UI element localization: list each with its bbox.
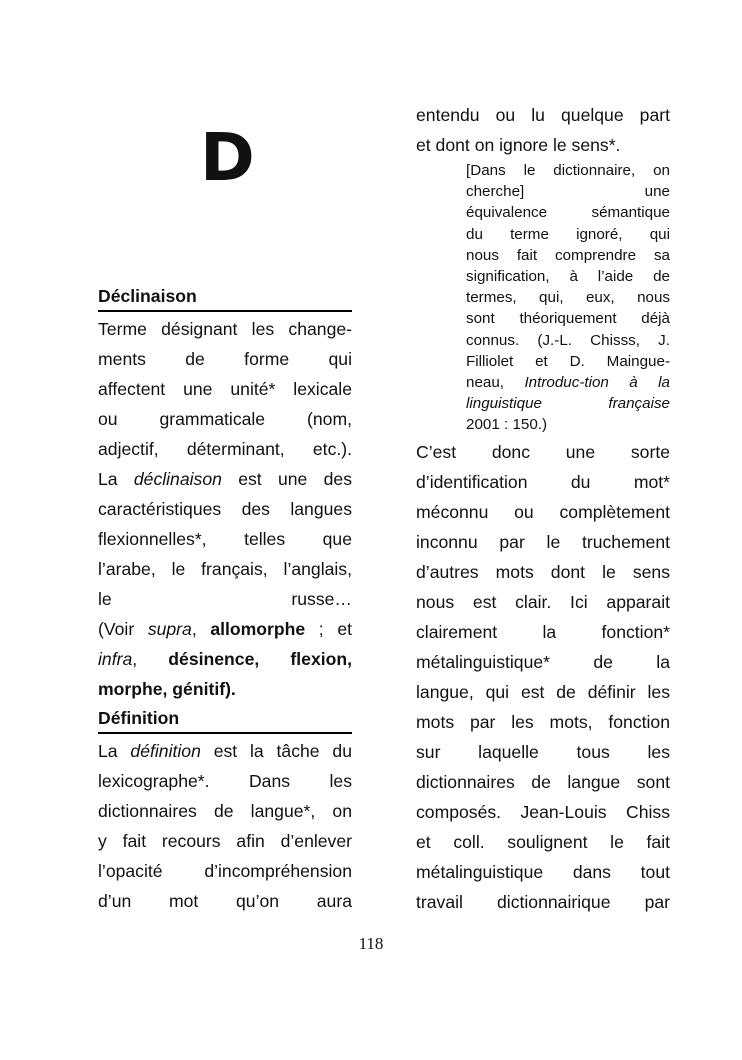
- text-segment: termes, qui, eux, nous: [466, 289, 670, 307]
- headword-definition: Définition: [98, 704, 352, 734]
- text-segment: (Voir: [98, 619, 148, 639]
- paragraph: [416, 437, 670, 917]
- text-line: [98, 314, 352, 344]
- text-line: [98, 344, 352, 374]
- text-segment: ; et: [305, 619, 352, 639]
- text-segment: mots par les mots, fonction: [416, 712, 670, 733]
- text-segment: entendu ou lu quelque part: [416, 105, 670, 125]
- text-line: [416, 767, 670, 797]
- text-segment: langue, qui est de définir les: [416, 682, 670, 703]
- text-line: [416, 677, 670, 707]
- text-segment: dictionnaires de langue sont: [416, 772, 670, 793]
- entry-body: [98, 736, 352, 916]
- text-line: [98, 554, 352, 584]
- text-line: [416, 797, 670, 827]
- text-segment: est une des: [221, 469, 352, 489]
- text-line: [98, 374, 352, 404]
- text-line: [98, 464, 352, 494]
- quote-line: [466, 393, 670, 414]
- text-segment: Filliolet et D. Maingue-: [466, 352, 670, 370]
- text-line: [98, 524, 352, 554]
- text-segment: connus. (J.-L. Chisss, J.: [466, 331, 670, 349]
- text-segment: caractéristiques des langues: [98, 499, 352, 519]
- text-segment: le russe…: [98, 589, 352, 609]
- quote-line: [466, 224, 670, 245]
- text-segment: l’arabe, le français, l’anglais,: [98, 559, 352, 579]
- quote-line: [466, 160, 670, 181]
- text-segment: métalinguistique* de la: [416, 652, 670, 673]
- italic-text: supra: [147, 619, 192, 639]
- bold-text: morphe, génitif).: [98, 679, 236, 699]
- text-line: [98, 674, 352, 704]
- text-line: [98, 494, 352, 524]
- text-segment: inconnu par le truchement: [416, 532, 670, 553]
- bold-text: désinence, flexion,: [168, 649, 352, 669]
- quote-line: [466, 202, 670, 223]
- text-line: [416, 617, 670, 647]
- block-quote: [466, 160, 670, 435]
- text-segment: signification, à l’aide de: [466, 267, 670, 285]
- quote-line: [466, 266, 670, 287]
- quote-line: [466, 372, 670, 393]
- text-segment: est la tâche du: [200, 741, 352, 761]
- text-line: [98, 644, 352, 674]
- text-segment: nous fait comprendre sa: [466, 246, 670, 264]
- italic-text: Introduc-tion à la: [524, 373, 670, 391]
- text-segment: lexicographe*. Dans les: [98, 771, 352, 791]
- text-line: [98, 434, 352, 464]
- text-segment: La: [98, 741, 131, 761]
- text-line: [416, 707, 670, 737]
- text-line: [416, 527, 670, 557]
- right-column: [416, 100, 670, 917]
- text-segment: d’un mot qu’on aura: [98, 891, 352, 911]
- text-segment: ,: [191, 619, 211, 639]
- text-segment: métalinguistique dans tout: [416, 862, 670, 883]
- text-line: [416, 557, 670, 587]
- quote-line: [466, 414, 670, 435]
- text-segment: travail dictionnairique par: [416, 892, 670, 913]
- text-segment: affectent une unité* lexicale: [98, 379, 352, 399]
- text-segment: l’opacité d’incompréhension: [98, 861, 352, 881]
- text-line: [416, 827, 670, 857]
- entry-body: [98, 314, 352, 704]
- text-line: [416, 647, 670, 677]
- text-segment: du terme ignoré, qui: [466, 225, 670, 243]
- text-segment: 2001 : 150.): [466, 416, 548, 434]
- text-line: [416, 437, 670, 467]
- quote-line: [466, 308, 670, 329]
- text-segment: clairement la fonction*: [416, 622, 670, 643]
- text-line: [98, 856, 352, 886]
- italic-text: déclinaison: [133, 469, 222, 489]
- text-segment: La: [98, 469, 134, 489]
- quote-line: [466, 245, 670, 266]
- text-line: [416, 857, 670, 887]
- text-segment: composés. Jean-Louis Chiss: [416, 802, 670, 823]
- bold-text: allomorphe: [210, 619, 306, 639]
- text-segment: équivalence sémantique: [466, 204, 670, 222]
- text-line: [98, 766, 352, 796]
- quote-line: [466, 330, 670, 351]
- headword-declinaison: Déclinaison: [98, 282, 352, 312]
- text-line: [416, 467, 670, 497]
- text-line: [416, 737, 670, 767]
- text-line: [98, 826, 352, 856]
- text-segment: cherche] une: [466, 183, 670, 201]
- text-line: [416, 130, 670, 160]
- text-segment: ,: [132, 649, 169, 669]
- entry-declinaison: [98, 282, 352, 704]
- text-segment: ou grammaticale (nom,: [98, 409, 352, 429]
- text-segment: nous est clair. Ici apparait: [416, 592, 670, 613]
- text-segment: et coll. soulignent le fait: [416, 832, 670, 853]
- text-line: [416, 587, 670, 617]
- text-segment: sur laquelle tous les: [416, 742, 670, 763]
- text-line: [98, 886, 352, 916]
- text-segment: dictionnaires de langue*, on: [98, 801, 352, 821]
- quote-line: [466, 287, 670, 308]
- italic-text: définition: [130, 741, 201, 761]
- text-segment: méconnu ou complètement: [416, 502, 670, 523]
- text-segment: C’est donc une sorte: [416, 442, 670, 463]
- text-line: [416, 100, 670, 130]
- text-segment: [Dans le dictionnaire, on: [466, 162, 670, 179]
- text-line: [98, 736, 352, 766]
- text-segment: neau,: [466, 373, 525, 391]
- text-line: [98, 404, 352, 434]
- text-line: [416, 887, 670, 917]
- italic-text: infra: [98, 649, 133, 669]
- text-segment: y fait recours afin d’enlever: [98, 831, 352, 851]
- text-line: [98, 614, 352, 644]
- text-segment: sont théoriquement déjà: [466, 310, 670, 328]
- text-segment: d’identification du mot*: [416, 472, 670, 493]
- italic-text: linguistique française: [466, 395, 670, 413]
- text-segment: flexionnelles*, telles que: [98, 529, 352, 549]
- entry-definition: [98, 704, 352, 916]
- text-segment: et dont on ignore le sens*.: [416, 135, 621, 155]
- text-line: [416, 497, 670, 527]
- text-segment: ments de forme qui: [98, 349, 352, 369]
- left-column: [98, 282, 352, 916]
- quote-line: [466, 181, 670, 202]
- quote-line: [466, 351, 670, 372]
- text-line: [98, 796, 352, 826]
- text-line: [98, 584, 352, 614]
- text-segment: Terme désignant les change-: [98, 319, 352, 339]
- page-number: 118: [358, 934, 384, 953]
- text-segment: d’autres mots dont le sens: [416, 562, 670, 583]
- text-segment: adjectif, déterminant, etc.).: [98, 439, 352, 459]
- paragraph: [416, 100, 670, 160]
- section-letter: D: [200, 119, 255, 196]
